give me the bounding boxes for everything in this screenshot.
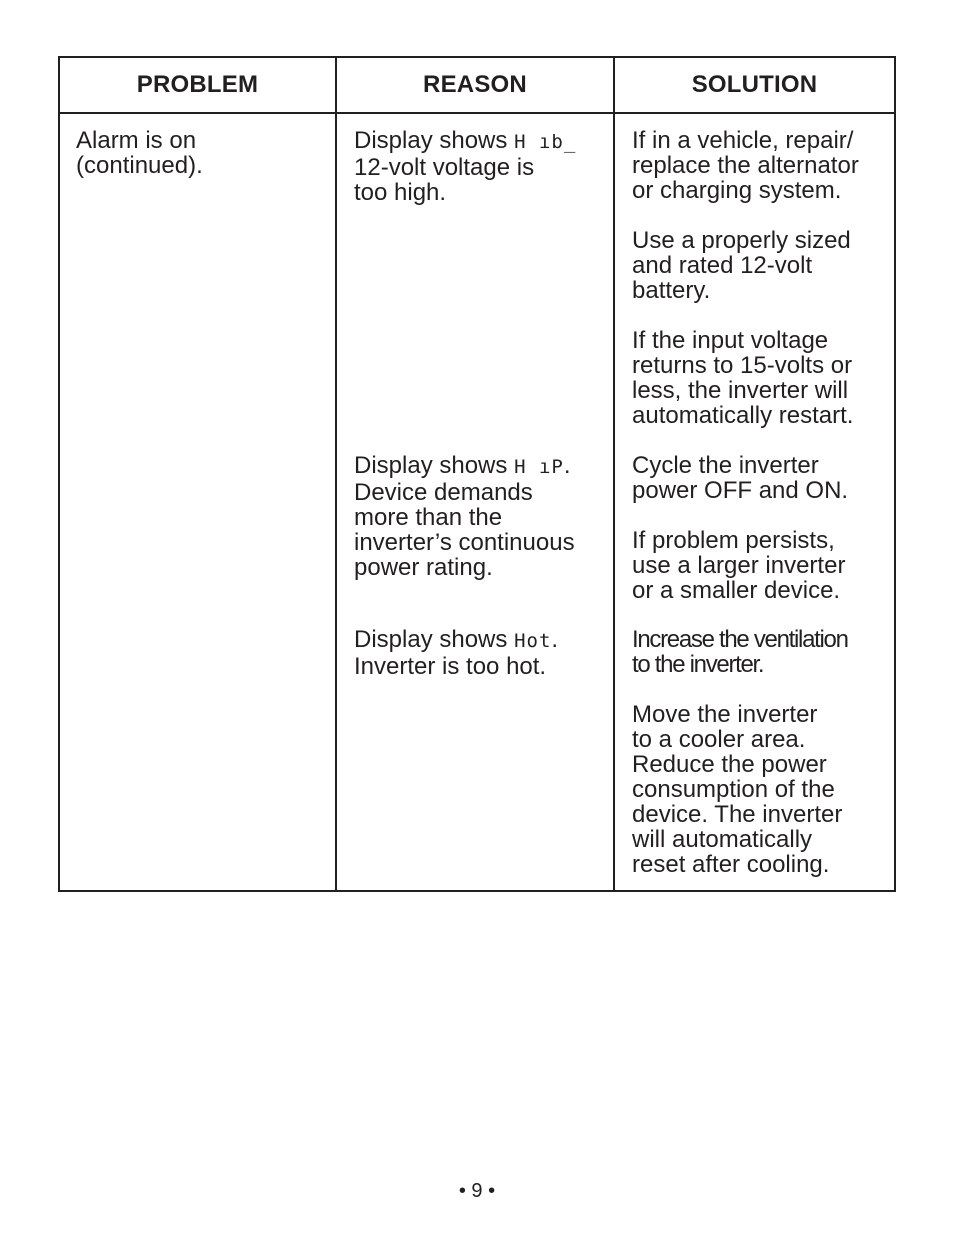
solution-line: to the inverter. (632, 651, 764, 678)
header-reason: REASON (423, 71, 527, 98)
reason-line: too high. (354, 179, 447, 206)
page-number: • 9 • (458, 1180, 496, 1202)
header-problem: PROBLEM (136, 71, 259, 98)
reason-line: Device demands (354, 479, 533, 506)
solution-line: returns to 15-volts or (632, 352, 853, 379)
problem-text (76, 128, 203, 178)
reason-line: Inverter is too hot. (354, 653, 547, 680)
solution-line: Increase the ventilation (632, 626, 848, 653)
solution-block (632, 528, 845, 603)
lcd-code-overload: H ıP (514, 456, 564, 478)
reason-display-line (354, 128, 576, 155)
reason-high-voltage (354, 128, 576, 205)
problem-line: (continued). (76, 152, 203, 179)
solution-line: reset after cooling. (632, 851, 830, 878)
solution-line: or a smaller device. (632, 577, 841, 604)
solution-line: or charging system. (632, 177, 842, 204)
solution-line: use a larger inverter (632, 552, 846, 579)
solution-line: consumption of the (632, 776, 835, 803)
reason-prefix: Display shows (354, 127, 508, 154)
reason-prefix: Display shows (354, 626, 508, 653)
reason-suffix: . (563, 452, 571, 479)
solution-line: If the input voltage (632, 327, 829, 354)
reason-line: power rating. (354, 554, 493, 581)
solution-line: to a cooler area. (632, 726, 806, 753)
reason-over-temperature (354, 627, 558, 679)
column-divider (613, 58, 615, 890)
troubleshooting-table (58, 56, 896, 892)
solution-line: less, the inverter will (632, 377, 849, 404)
solution-line: replace the alternator (632, 152, 859, 179)
reason-overload (354, 453, 575, 580)
header-divider (60, 112, 894, 114)
reason-suffix: . (551, 626, 559, 653)
solution-block (632, 328, 853, 428)
solution-line: automatically restart. (632, 402, 854, 429)
solution-line: If in a vehicle, repair/ (632, 127, 854, 154)
solution-line: Cycle the inverter (632, 452, 819, 479)
header-solution: SOLUTION (691, 71, 818, 98)
lcd-code-over-temperature: Hot (514, 630, 552, 652)
problem-line: Alarm is on (76, 127, 197, 154)
solution-line: will automatically (632, 826, 813, 853)
solution-block (632, 702, 842, 877)
reason-line: 12-volt voltage is (354, 154, 535, 181)
solution-line: device. The inverter (632, 801, 843, 828)
lcd-code-high-voltage: H ıb_ (514, 131, 577, 153)
solution-block (632, 228, 851, 303)
reason-prefix: Display shows (354, 452, 508, 479)
solution-line: battery. (632, 277, 711, 304)
reason-display-line (354, 453, 575, 480)
reason-display-line (354, 627, 558, 654)
reason-line: more than the (354, 504, 503, 531)
solution-block (632, 453, 848, 503)
solution-block (632, 128, 859, 203)
solution-line: If problem persists, (632, 527, 835, 554)
solution-line: Reduce the power (632, 751, 827, 778)
solution-line: power OFF and ON. (632, 477, 849, 504)
solution-block (632, 627, 848, 677)
reason-line: inverter’s continuous (354, 529, 575, 556)
solution-line: and rated 12-volt (632, 252, 813, 279)
solution-line: Use a properly sized (632, 227, 851, 254)
solution-line: Move the inverter (632, 701, 818, 728)
column-divider (335, 58, 337, 890)
